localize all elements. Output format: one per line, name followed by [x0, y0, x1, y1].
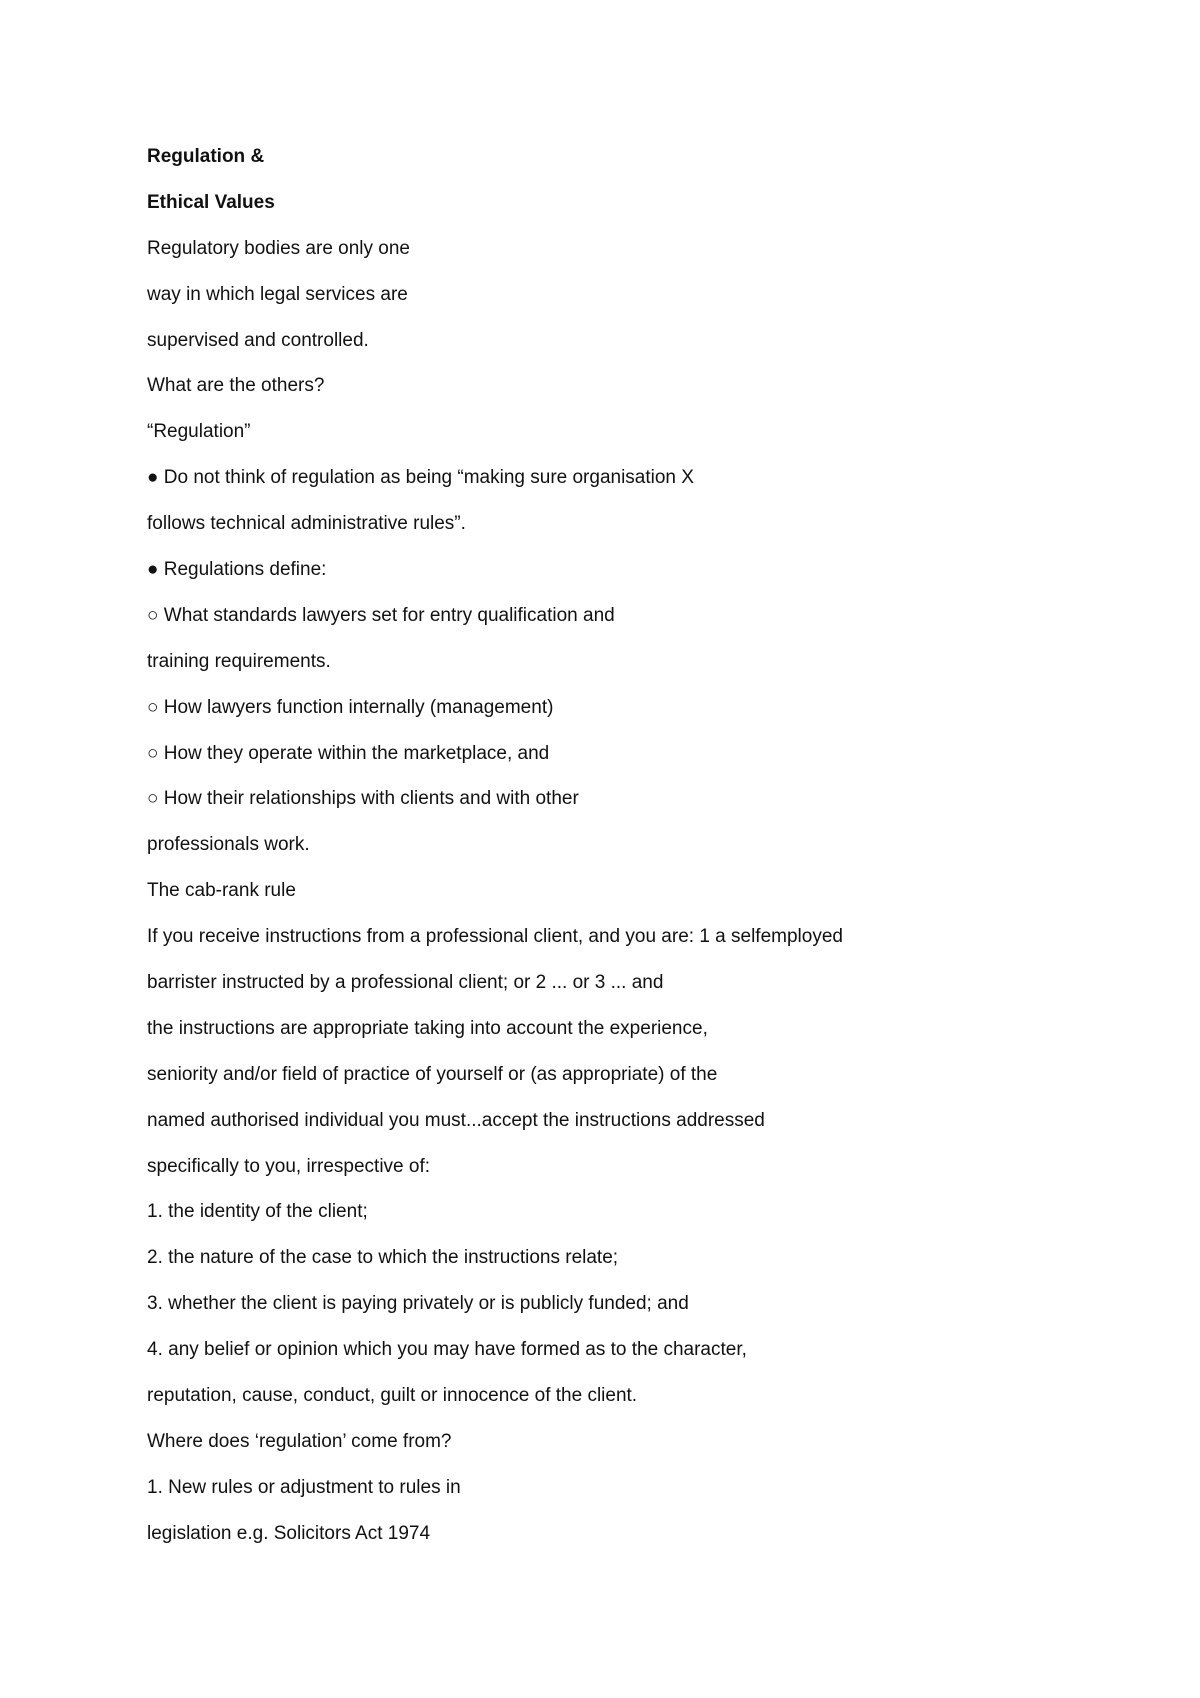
text-line: seniority and/or field of practice of yourself or (as appropriate) of the: [147, 1063, 718, 1085]
text-line: named authorised individual you must...accept the instructions addressed: [147, 1109, 765, 1131]
text-line: follows technical administrative rules”.: [147, 513, 466, 535]
text-line: specifically to you, irrespective of:: [147, 1155, 431, 1177]
text-line: ○ How lawyers function internally (management): [147, 696, 554, 718]
text-line: training requirements.: [147, 650, 331, 672]
text-line: ○ How they operate within the marketplace, and: [147, 742, 550, 764]
document-body: [147, 144, 1107, 1567]
text-line: 4. any belief or opinion which you may have formed as to the character,: [147, 1339, 747, 1361]
text-line: 3. whether the client is paying privately or is publicly funded; and: [147, 1293, 689, 1315]
text-line: The cab-rank rule: [147, 880, 296, 902]
text-line: ● Regulations define:: [147, 559, 327, 581]
text-line: 1. New rules or adjustment to rules in: [147, 1476, 461, 1498]
text-line: legislation e.g. Solicitors Act 1974: [147, 1522, 431, 1544]
text-line: way in which legal services are: [147, 283, 408, 305]
heading-line: Ethical Values: [147, 191, 275, 213]
text-line: 1. the identity of the client;: [147, 1201, 368, 1223]
text-line: 2. the nature of the case to which the instructions relate;: [147, 1247, 619, 1269]
heading-line: Regulation &: [147, 146, 265, 167]
text-line: supervised and controlled.: [147, 329, 369, 351]
text-line: ○ How their relationships with clients and with other: [147, 788, 579, 810]
text-line: ○ What standards lawyers set for entry qualification and: [147, 604, 615, 626]
text-line: What are the others?: [147, 375, 325, 397]
text-line: reputation, cause, conduct, guilt or innocence of the client.: [147, 1385, 638, 1407]
text-line: If you receive instructions from a professional client, and you are: 1 a selfemployed: [147, 926, 843, 948]
text-line: “Regulation”: [147, 421, 251, 443]
text-line: Where does ‘regulation’ come from?: [147, 1430, 452, 1452]
text-line: Regulatory bodies are only one: [147, 237, 411, 259]
text-line: ● Do not think of regulation as being “making sure organisation X: [147, 467, 694, 489]
text-line: the instructions are appropriate taking into account the experience,: [147, 1017, 708, 1039]
text-line: barrister instructed by a professional client; or 2 ... or 3 ... and: [147, 972, 664, 994]
text-line: professionals work.: [147, 834, 310, 856]
